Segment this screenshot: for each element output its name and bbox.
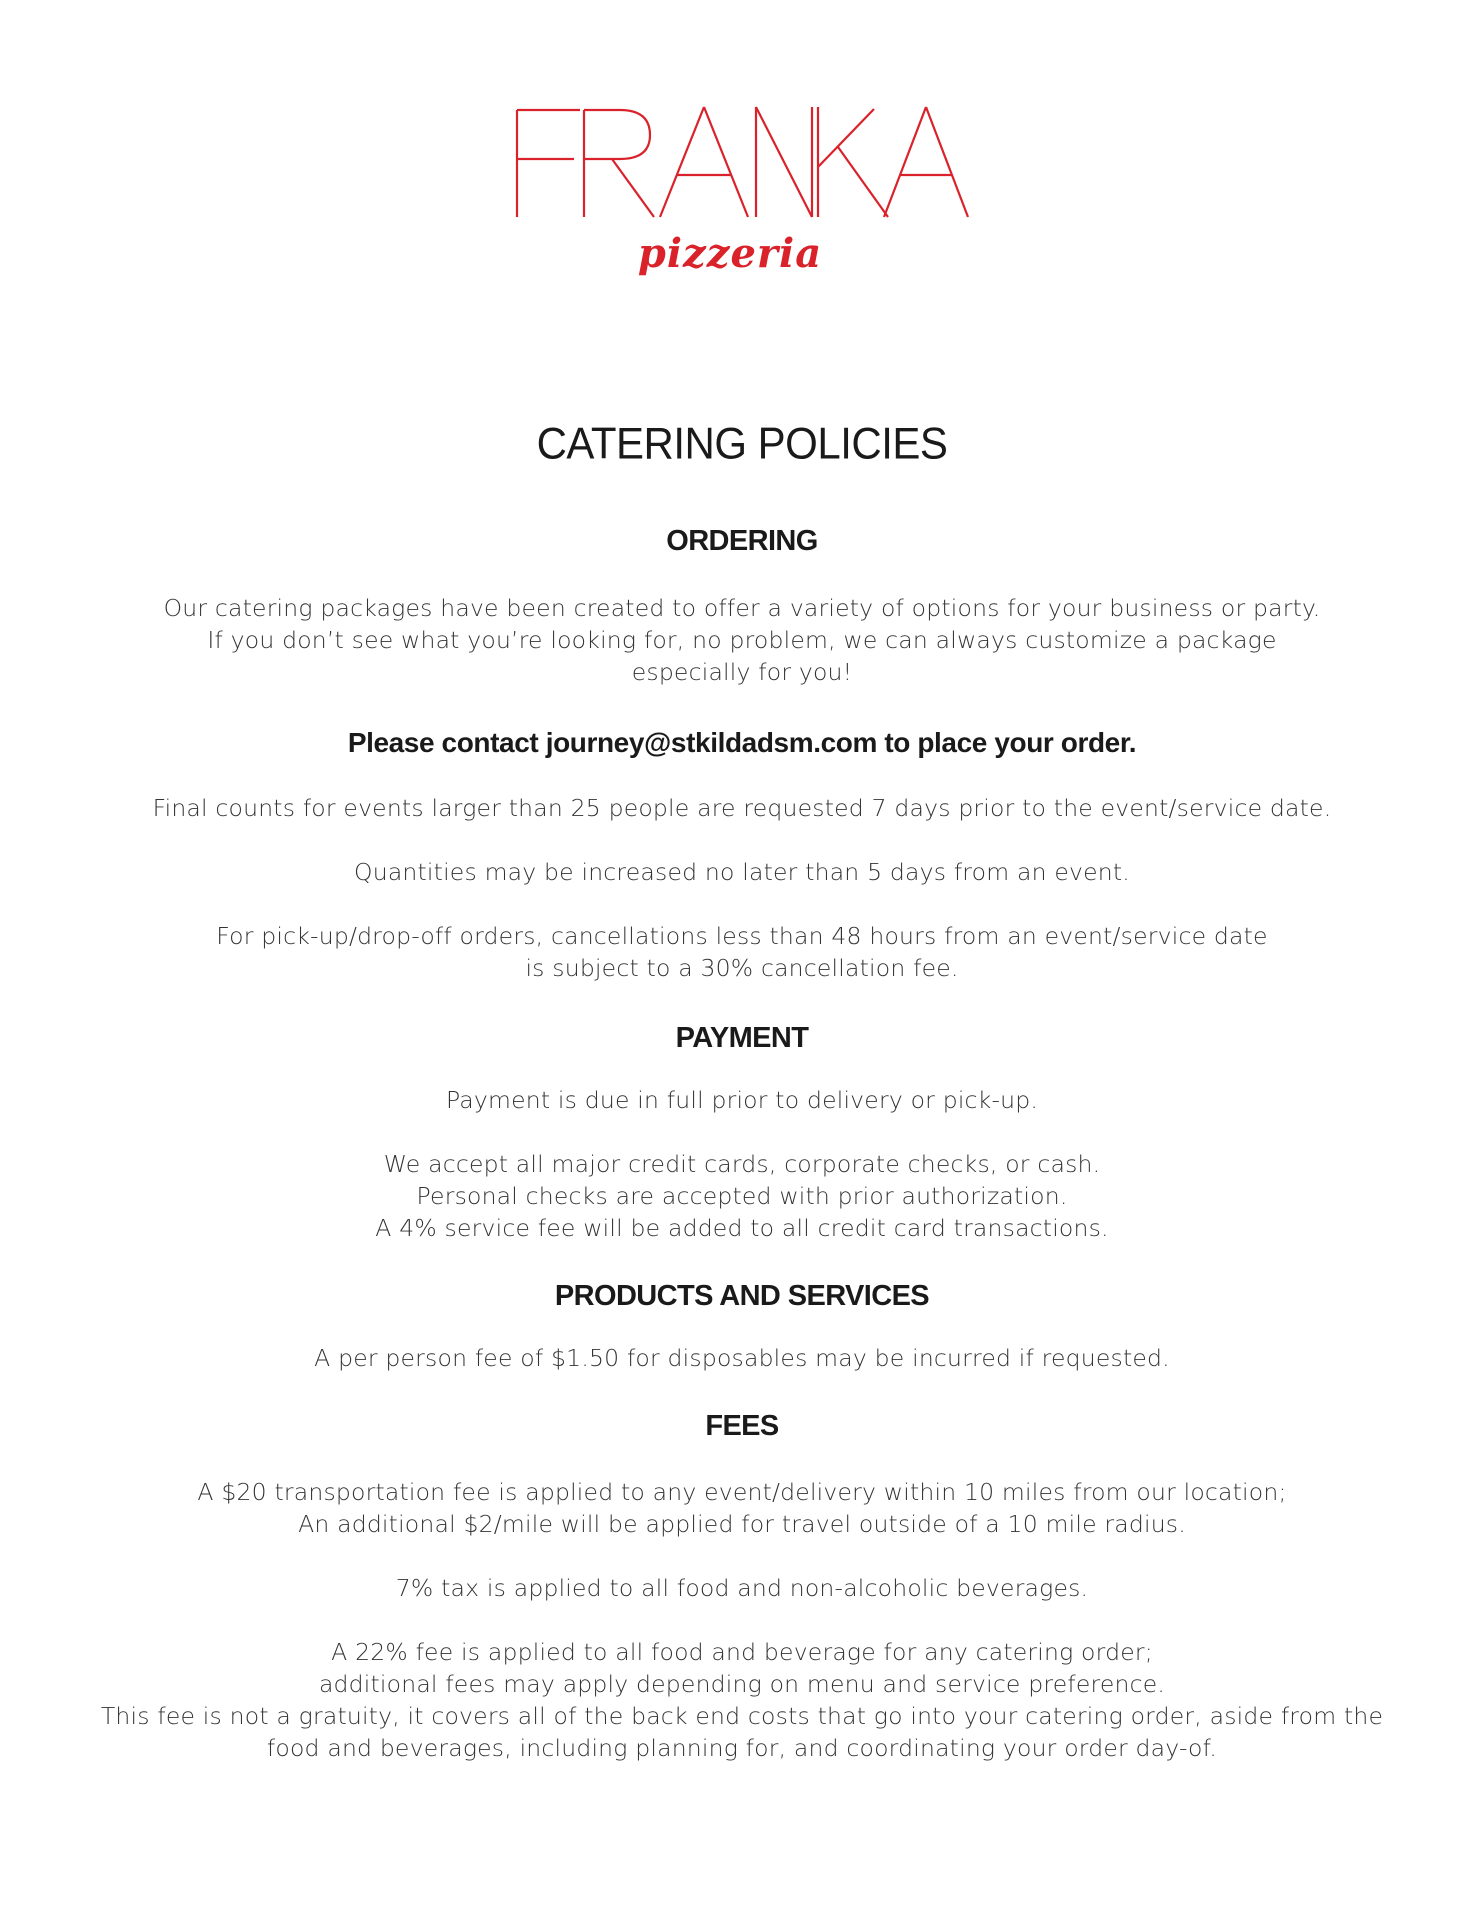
service-fee-line-2: additional fees may apply depending on menu and service preference. bbox=[318, 1670, 1166, 1698]
franka-logo bbox=[0, 95, 1484, 295]
page-title: CATERING POLICIES bbox=[536, 418, 948, 469]
franka-logo-graphic bbox=[512, 95, 972, 285]
transportation-line-1: A $20 transportation fee is applied to any event/delivery within 10 miles from our location; bbox=[197, 1478, 1287, 1506]
ordering-intro-line-2: If you don’t see what you’re looking for, no problem, we can always customize a package bbox=[207, 626, 1277, 654]
quantities-text: Quantities may be increased no later than 5 days from an event. bbox=[354, 858, 1130, 886]
ordering-intro-line-3: especially for you! bbox=[631, 658, 853, 686]
payment-methods-line-2: Personal checks are accepted with prior authorization. bbox=[416, 1182, 1068, 1210]
payment-due-text: Payment is due in full prior to delivery or pick-up. bbox=[445, 1086, 1039, 1114]
service-fee-line-3: This fee is not a gratuity, it covers all of the back end costs that go into your catering order, aside from the bbox=[100, 1702, 1384, 1730]
final-counts-text: Final counts for events larger than 25 people are requested 7 days prior to the event/service date. bbox=[152, 794, 1332, 822]
payment-methods-text bbox=[0, 1148, 1484, 1244]
ordering-intro bbox=[0, 592, 1484, 688]
products-heading: PRODUCTS AND SERVICES bbox=[554, 1280, 930, 1312]
cancellation-line-2: is subject to a 30% cancellation fee. bbox=[525, 954, 959, 982]
service-fee-line-1: A 22% fee is applied to all food and beverage for any catering order; bbox=[331, 1638, 1153, 1666]
disposables-text: A per person fee of $1.50 for disposables may be incurred if requested. bbox=[314, 1344, 1170, 1372]
transportation-text bbox=[0, 1476, 1484, 1540]
logo-tagline: pizzeria bbox=[637, 230, 823, 277]
payment-methods-line-1: We accept all major credit cards, corporate checks, or cash. bbox=[383, 1150, 1101, 1178]
cancellation-text bbox=[0, 920, 1484, 984]
ordering-heading: ORDERING bbox=[666, 525, 818, 557]
fees-heading: FEES bbox=[705, 1410, 779, 1442]
transportation-line-2: An additional $2/mile will be applied for travel outside of a 10 mile radius. bbox=[298, 1510, 1186, 1538]
cancellation-line-1: For pick-up/drop-off orders, cancellations less than 48 hours from an event/service date bbox=[216, 922, 1268, 950]
payment-methods-line-3: A 4% service fee will be added to all credit card transactions. bbox=[375, 1214, 1109, 1242]
payment-heading: PAYMENT bbox=[675, 1022, 809, 1054]
contact-line: Please contact journey@stkildadsm.com to place your order. bbox=[347, 727, 1137, 758]
ordering-intro-line-1: Our catering packages have been created to offer a variety of options for your business or party. bbox=[163, 594, 1321, 622]
tax-text: 7% tax is applied to all food and non-alcoholic beverages. bbox=[395, 1574, 1089, 1602]
service-fee-text bbox=[0, 1636, 1484, 1764]
service-fee-line-4: food and beverages, including planning for, and coordinating your order day-of. bbox=[266, 1734, 1218, 1762]
